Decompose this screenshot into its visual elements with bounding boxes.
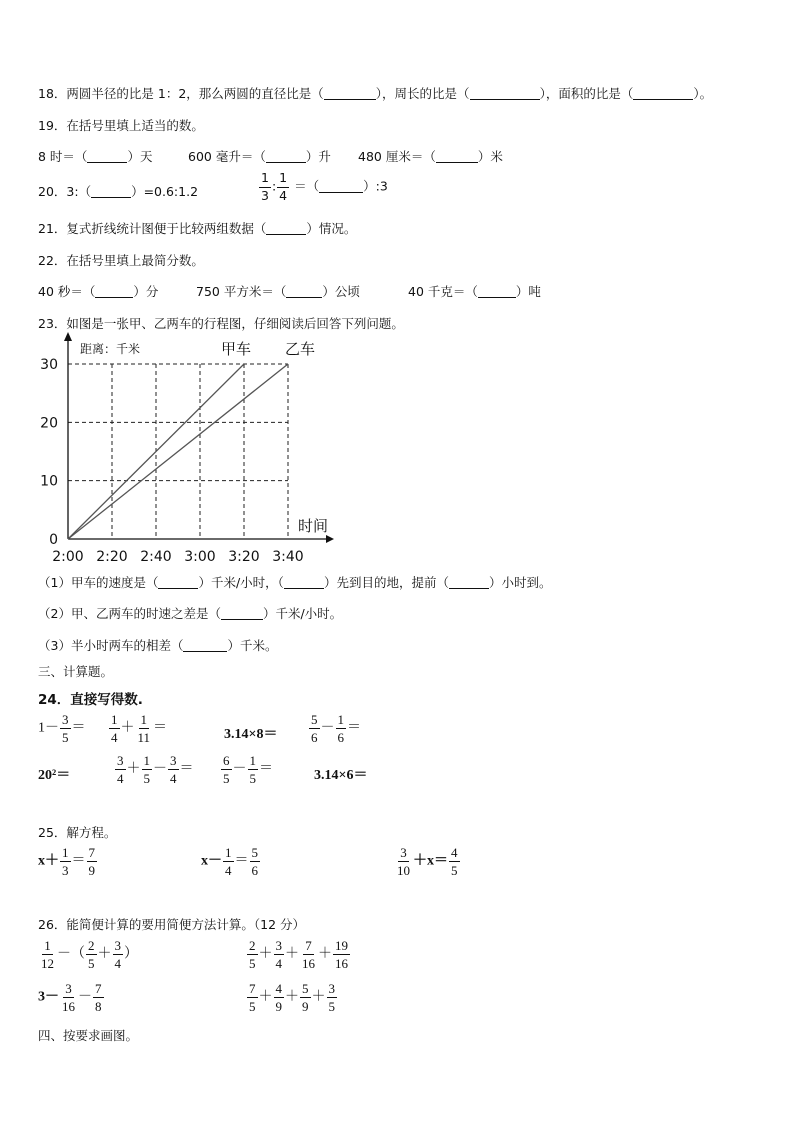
y-axis-arrow [64,332,72,341]
question-21: 21．复式折线统计图便于比较两组数据（ ）情况。 [38,221,357,236]
x-tick-label: 3:40 [272,549,304,565]
question-24-title: 24．直接写得数. [38,692,143,708]
y-axis-label: 距离：千米 [80,342,141,356]
expr-26-2: $\frac{2}{5}$ ＋ $\frac{3}{4}$ ＋ $\frac{7}{16}$ ＋ $\frac{19}{16}$ [249,938,348,971]
question-23-part-2: （2）甲、乙两车的时速之差是（ ）千米/小时。 [38,606,343,621]
answer-blank[interactable] [284,576,324,589]
question-25-title: 25．解方程。 [38,825,117,840]
travel-chart [30,332,370,572]
answer-blank[interactable] [266,150,306,163]
equation-2: x－ $\frac{1}{4}$ ＝ $\frac{5}{6}$ [201,845,258,878]
answer-blank[interactable] [449,576,489,589]
answer-blank[interactable] [324,87,376,100]
answer-blank[interactable] [470,87,540,100]
equation-3: $\frac{3}{10}$ ＋x＝ $\frac{4}{5}$ [397,845,458,878]
expr-3-14-times-8: 3.14×8＝ [224,727,278,742]
question-23-title: 23．如图是一张甲、乙两车的行程图，仔细阅读后回答下列问题。 [38,316,404,331]
expr-26-1: $\frac{1}{12}$ －（ $\frac{2}{5}$ ＋ $\frac{3}{4}$ ） [41,938,138,971]
y-tick-label: 0 [49,532,58,548]
question-20: 20．3:（ ）=0.6:1.2 $\frac{1}{3}$ : $\frac{1}{4}$ ＝（ ）:3 [38,170,388,203]
answer-blank[interactable] [221,607,263,620]
answer-blank[interactable] [319,180,363,193]
answer-blank[interactable] [633,87,693,100]
expr-6-5-minus-1-5: $\frac{6}{5}$ － $\frac{1}{5}$ ＝ [223,753,273,786]
section-4-heading: 四、按要求画图。 [38,1028,139,1043]
answer-blank[interactable] [87,150,127,163]
x-tick-label: 2:20 [96,549,128,565]
fraction: $\frac{1}{4}$ [279,170,288,203]
expr-3-14-times-6: 3.14×6＝ [314,768,368,783]
answer-blank[interactable] [95,285,133,298]
expr-1-minus-3-5: 1－ $\frac{3}{5}$ ＝ [38,712,86,745]
x-axis-label: 时间 [298,517,329,535]
x-tick-label: 3:20 [228,549,260,565]
answer-blank[interactable] [158,576,198,589]
answer-blank[interactable] [266,222,306,235]
answer-blank[interactable] [286,285,322,298]
question-23-part-1: （1）甲车的速度是（ ）千米/小时，（ ）先到目的地，提前（ ）小时到。 [38,575,552,590]
question-22-items: 40 秒＝（ ）分 750 平方米＝（ ）公顷 40 千克＝（ ）吨 [38,284,541,299]
y-tick-label: 20 [40,415,58,432]
question-26-title: 26．能简便计算的要用简便方法计算。（12 分） [38,917,306,932]
fraction: $\frac{1}{3}$ [261,170,269,203]
series-line-2 [68,364,288,539]
answer-blank[interactable] [436,150,478,163]
expr-26-4: $\frac{7}{5}$ ＋ $\frac{4}{9}$ ＋ $\frac{5}{9}$ ＋ $\frac{3}{5}$ [249,981,335,1014]
question-18: 18．两圆半径的比是 1：2，那么两圆的直径比是（ ），周长的比是（ ），面积的比是（ ）。 [38,86,713,101]
y-tick-label: 10 [40,473,58,490]
answer-blank[interactable] [91,185,131,198]
answer-blank[interactable] [183,639,227,652]
question-19-title: 19．在括号里填上适当的数。 [38,118,204,133]
series-label-1: 甲车 [220,340,252,358]
question-19-items: 8 时＝（ ）天 600 毫升＝（ ）升 480 厘米＝（ ）米 [38,149,503,164]
question-23-part-3: （3）半小时两车的相差（ ）千米。 [38,638,278,653]
expr-5-6-minus-1-6: $\frac{5}{6}$ － $\frac{1}{6}$ ＝ [311,712,361,745]
x-tick-label: 2:40 [140,549,172,565]
expr-3-4-plus-1-5-minus-3-4: $\frac{3}{4}$ ＋ $\frac{1}{5}$ － $\frac{3}{4}$ ＝ [117,753,194,786]
answer-blank[interactable] [478,285,516,298]
expr-26-3: 3－ $\frac{3}{16}$ － $\frac{7}{8}$ [38,981,102,1014]
section-3-heading: 三、计算题。 [38,664,114,679]
x-tick-label: 2:00 [52,549,84,565]
x-axis-arrow [326,535,334,543]
equation-1: x＋ $\frac{1}{3}$ ＝ $\frac{7}{9}$ [38,845,95,878]
expr-20-squared: 20²＝ [38,768,71,783]
x-tick-label: 3:00 [184,549,216,565]
expr-1-4-plus-1-11: $\frac{1}{4}$ ＋ $\frac{1}{11}$ ＝ [111,712,168,745]
y-tick-label: 30 [40,357,58,373]
question-22-title: 22．在括号里填上最简分数。 [38,253,204,268]
series-label-2: 乙车 [284,340,316,358]
